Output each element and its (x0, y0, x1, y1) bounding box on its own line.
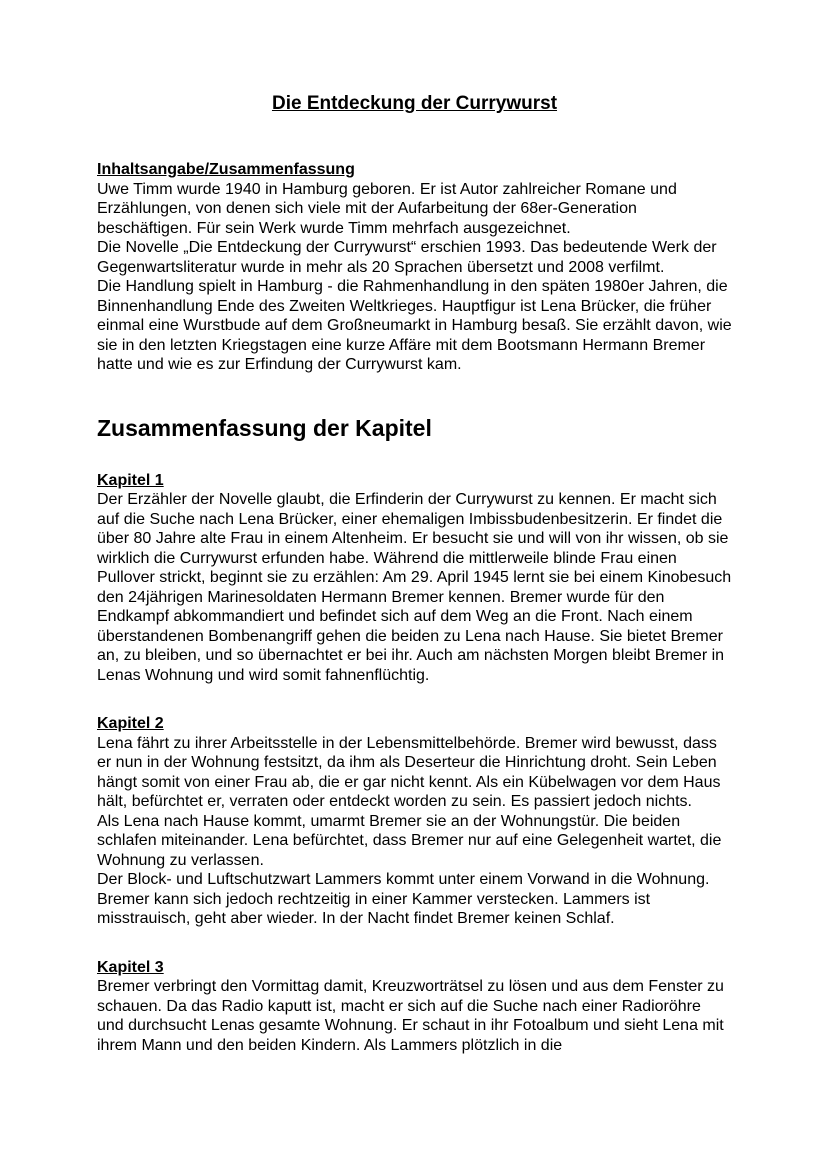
section-kapitel-3 (97, 958, 732, 1056)
kapitel-1-heading: Kapitel 1 (97, 471, 164, 489)
intro-paragraph: Die Novelle „Die Entdeckung der Currywurst“ erschien 1993. Das bedeutende Werk der Gegenwartsliteratur wurde in mehr als 20 Sprachen übersetzt und 2008 verfilmt. (97, 239, 717, 276)
kapitel-2-paragraph: Als Lena nach Hause kommt, umarmt Bremer sie an der Wohnungstür. Die beiden schlafen miteinander. Lena befürchtet, dass Bremer nur auf eine Gelegenheit wartet, die Wohnung zu verlassen. (97, 812, 722, 869)
kapitel-2-paragraph: Lena fährt zu ihrer Arbeitsstelle in der Lebensmittelbehörde. Bremer wird bewusst, dass er nun in der Wohnung festsitzt, da ihm als Deserteur die Hinrichtung droht. Sein Leben hängt somit von einer Frau ab, die er gar nicht kennt. Als ein Kübelwagen vor dem Haus hält, befürchtet er, verraten oder entdeckt worden zu sein. Es passiert jedoch nichts. (97, 734, 721, 810)
document-title: Die Entdeckung der Currywurst (271, 93, 558, 114)
kapitel-3-paragraph: Bremer verbringt den Vormittag damit, Kreuzworträtsel zu lösen und aus dem Fenster zu schauen. Da das Radio kaputt ist, macht er sich auf die Suche nach einer Radioröhre und durchsucht Lenas gesamte Wohnung. Er schaut in ihr Fotoalbum und sieht Lena mit ihrem Mann und den beiden Kindern. Als Lammers plötzlich in die (97, 978, 724, 1054)
section-kapitel-2 (97, 714, 732, 929)
kapitel-1-paragraph: Der Erzähler der Novelle glaubt, die Erfinderin der Currywurst zu kennen. Er macht sich auf die Suche nach Lena Brücker, einer ehemaligen Imbissbudenbesitzerin. Er findet die über 80 Jahre alte Frau in einem Altenheim. Er besucht sie und will von ihr wissen, ob sie wirklich die Currywurst erfunden habe. Während die mittlerweile blinde Frau einen Pullover strickt, beginnt sie zu erzählen: Am 29. April 1945 lernt sie bei einem Kinobesuch den 24jährigen Marinesoldaten Hermann Bremer kennen. Bremer wurde für den Endkampf abkommandiert und befindet sich auf dem Weg an die Front. Nach einem überstandenen Bombenangriff gehen die beiden zu Lena nach Hause. Sie bietet Bremer an, zu bleiben, und so übernachtet er bei ihr. Auch am nächsten Morgen bleibt Bremer in Lenas Wohnung und wird somit fahnenflüchtig. (97, 491, 732, 684)
section-kapitel-1 (97, 471, 732, 686)
intro-paragraph: Die Handlung spielt in Hamburg - die Rahmenhandlung in den späten 1980er Jahren, die Binnenhandlung Ende des Zweiten Weltkrieges. Hauptfigur ist Lena Brücker, die früher einmal eine Wurstbude auf dem Großneumarkt in Hamburg besaß. Sie erzählt davon, wie sie in den letzten Kriegstagen eine kurze Affäre mit dem Bootsmann Hermann Bremer hatte und wie es zur Erfindung der Currywurst kam. (97, 278, 732, 373)
inhaltsangabe-heading: Inhaltsangabe/Zusammenfassung (97, 161, 355, 178)
kapitel-3-heading: Kapitel 3 (97, 958, 164, 976)
kapitel-2-heading: Kapitel 2 (97, 715, 164, 732)
intro-paragraph: Uwe Timm wurde 1940 in Hamburg geboren. Er ist Autor zahlreicher Romane und Erzählungen, von denen sich viele mit der Aufarbeitung der 68er-Generation beschäftigen. Für sein Werk wurde Timm mehrfach ausgezeichnet. (97, 180, 677, 237)
chapters-summary-title: Zusammenfassung der Kapitel (97, 414, 432, 441)
section-inhaltsangabe (97, 160, 732, 375)
kapitel-2-paragraph: Der Block- und Luftschutzwart Lammers kommt unter einem Vorwand in die Wohnung. Bremer kann sich jedoch rechtzeitig in einer Kammer verstecken. Lammers ist misstrauisch, geht aber wieder. In der Nacht findet Bremer keinen Schlaf. (97, 871, 710, 927)
